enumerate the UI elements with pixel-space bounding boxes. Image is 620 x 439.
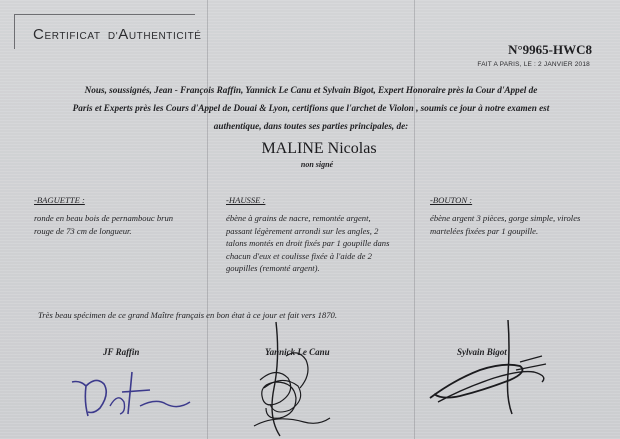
signature-raffin [66,362,196,422]
maker-name: MALINE Nicolas [261,140,377,157]
hausse-description [226,212,404,275]
fold-line [207,0,208,439]
certificate-number: N°9965-HWC8 [508,42,592,57]
description-line: ronde en beau bois de pernambouc brun [34,213,174,223]
place-date: FAIT A PARIS, LE : 2 JANVIER 2018 [477,61,590,68]
description-line: ébène à grains de nacre, remontée argent, [226,213,371,223]
bouton-description [430,212,600,237]
expert-name-lecanu: Yannick Le Canu [265,347,330,357]
description-line: chacun d'eux et coulisse fixée à l'aide de 2 [226,250,372,261]
signature-lecanu [246,318,336,439]
bouton-title: -BOUTON : [430,195,473,205]
certificate-title: CERTIFICAT D'AUTHENTICITÉ [33,26,202,43]
expert-name-bigot: Sylvain Bigot [457,347,507,357]
description-line: rouge de 73 cm de longueur. [34,225,132,236]
description-line: martelées fixées par 1 goupille. [430,225,539,236]
description-line: talons montés en droit fixés par 1 goupille dans [226,238,390,248]
intro-line: Nous, soussignés, Jean - François Raffin, Yannick Le Canu et Sylvain Bigot, Expert Honoraire près la Cour d'Appel de [84,85,538,95]
expert-name-raffin: JF Raffin [103,347,140,357]
signature-bigot [424,318,554,418]
description-line: ébène argent 3 pièces, gorge simple, viroles [430,213,581,223]
intro-paragraph [28,81,594,135]
maker-status: non signé [300,160,334,169]
description-line: goupilles (remonté argent). [226,263,320,273]
baguette-description [34,212,194,237]
fold-line [414,0,415,439]
baguette-title: -BAGUETTE : [34,195,85,205]
description-line: passant légèrement arrondi sur les angles, 2 [226,225,379,236]
condition-note: Très beau spécimen de ce grand Maître français en bon état à ce jour et fait vers 1870. [38,310,337,320]
intro-line: authentique, dans toutes ses parties principales, de: [213,121,409,131]
intro-line: Paris et Experts près les Cours d'Appel de Douai & Lyon, certifions que l'archet de Violon , soumis ce jour à notre examen est [72,103,550,113]
hausse-title: -HAUSSE : [226,195,266,205]
